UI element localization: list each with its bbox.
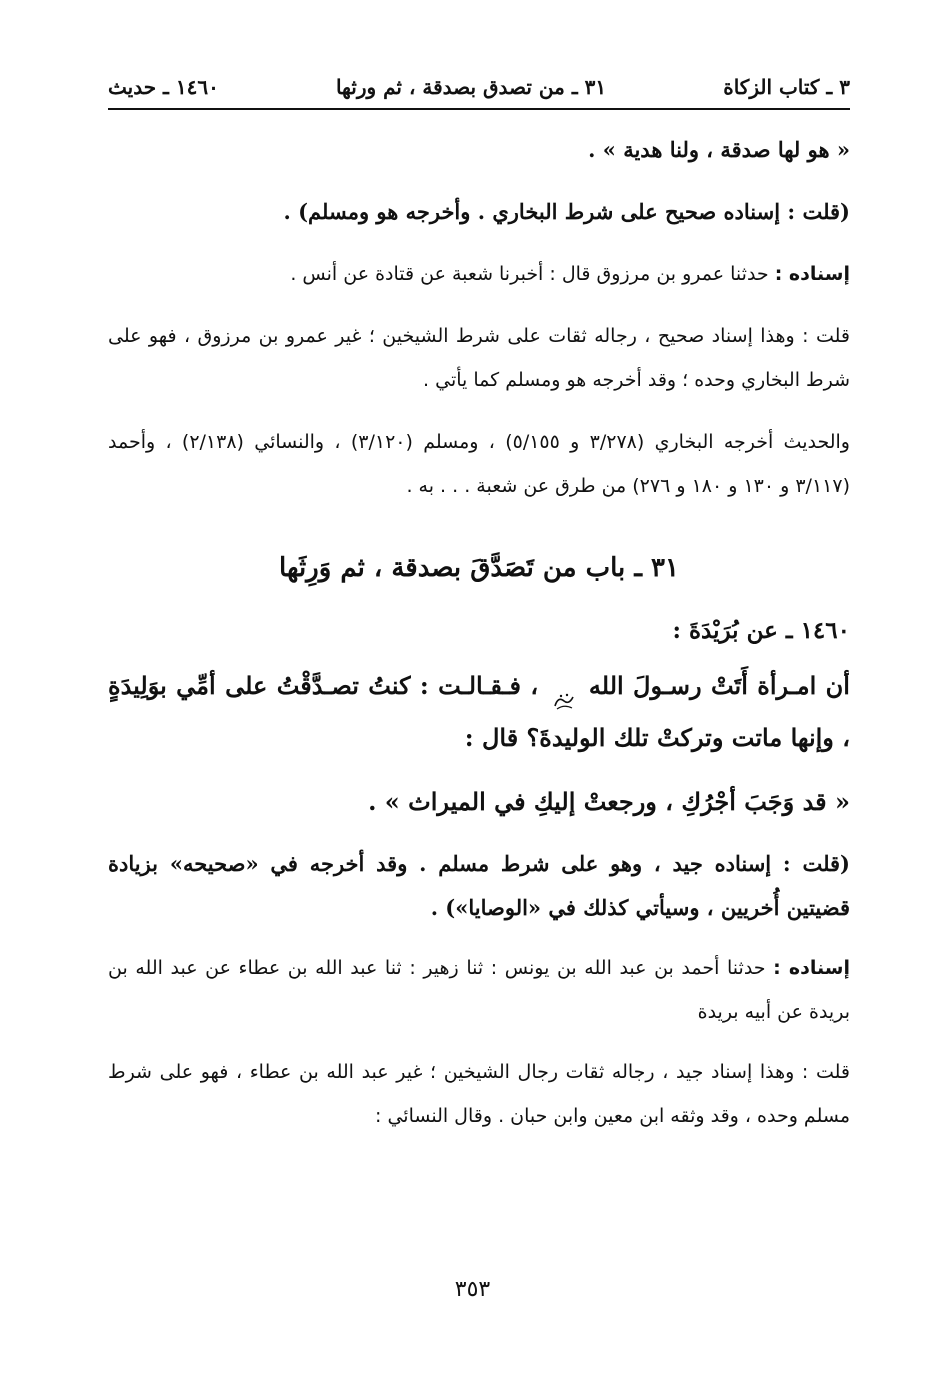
isnad-text: حدثنا أحمد بن عبد الله بن يونس : ثنا زهير : ثنا عبد الله بن عطاء عن عبد الله بن بريدة عن أبيه بريدة [108, 957, 850, 1023]
hadith-isnad [108, 946, 850, 1034]
hadith-grading: (قلت : إسناده جيد ، وهو على شرط مسلم . وقد أخرجه في «صحيحه» بزيادة قضيتين أُخريين ، وسيأتي كذلك في «الوصايا») . [108, 851, 850, 920]
hadith-text-part1: أن امـرأة أَتَتْ رسـولَ الله [588, 671, 850, 700]
hadith-number: ١٤٦٠ ـ عن بُرَيْدَةَ : [672, 617, 850, 644]
isnad-label: إسناده : [774, 263, 850, 285]
previous-hadith-takhrij: والحديث أخرجه البخاري (٣/٢٧٨ و ٥/١٥٥) ، ومسلم (٣/١٢٠) ، والنسائي (٢/١٣٨) ، وأحمد (٣/١١٧ و ١٣٠ و ١٨٠ و ٢٧٦) من طرق عن شعبة . . . به . [108, 431, 850, 497]
isnad-label: إسناده : [773, 957, 850, 979]
running-head-hadith: ١٤٦٠ ـ حديث [108, 75, 219, 99]
running-head-chapter: ٣١ ـ من تصدق بصدقة ، ثم ورثها [335, 75, 607, 99]
isnad-text: حدثنا عمرو بن مرزوق قال : أخبرنا شعبة عن قتادة عن أنس . [290, 263, 769, 285]
salutation-ligature-icon [552, 678, 576, 698]
page-content [108, 128, 850, 1138]
running-head-book: ٣ ـ كتاب الزكاة [723, 75, 850, 99]
hadith-text-part2: ، فـقـالـت : كنتُ تصـدَّقْتُ على أمِّي بوَلِيدَةٍ ، وإنها ماتت وتركتْ تلك الوليدةَ؟ قال : [108, 671, 850, 752]
previous-hadith-grading: (قلت : إسناده صحيح على شرط البخاري . وأخرجه هو ومسلم) . [283, 199, 850, 224]
previous-hadith-comment: قلت : وهذا إسناد صحيح ، رجاله ثقات على شرط الشيخين ؛ غير عمرو بن مرزوق ، فهو على شرط البخاري وحده ؛ وقد أخرجه هو ومسلم كما يأتي . [108, 325, 850, 391]
previous-hadith-isnad [108, 252, 850, 296]
header-rule [108, 108, 850, 110]
hadith-text [108, 660, 850, 764]
chapter-title: ٣١ ـ باب من تَصَدَّقَ بصدقة ، ثم وَرِثَها [279, 553, 679, 583]
hadith-matn: « قد وَجَبَ أجْرُكِ ، ورجعتْ إليكِ في الميراث » . [368, 787, 850, 816]
running-head [108, 70, 850, 104]
previous-hadith-matn: « هو لها صدقة ، ولنا هدية » . [588, 137, 850, 162]
hadith-comment: قلت : وهذا إسناد جيد ، رجاله ثقات رجال الشيخين ؛ غير عبد الله بن عطاء ، فهو على شرط مسلم وحده ، وقد وثقه ابن معين وابن حبان . وقال النسائي : [108, 1061, 850, 1127]
page-number: ٣٥٣ [454, 1277, 491, 1302]
